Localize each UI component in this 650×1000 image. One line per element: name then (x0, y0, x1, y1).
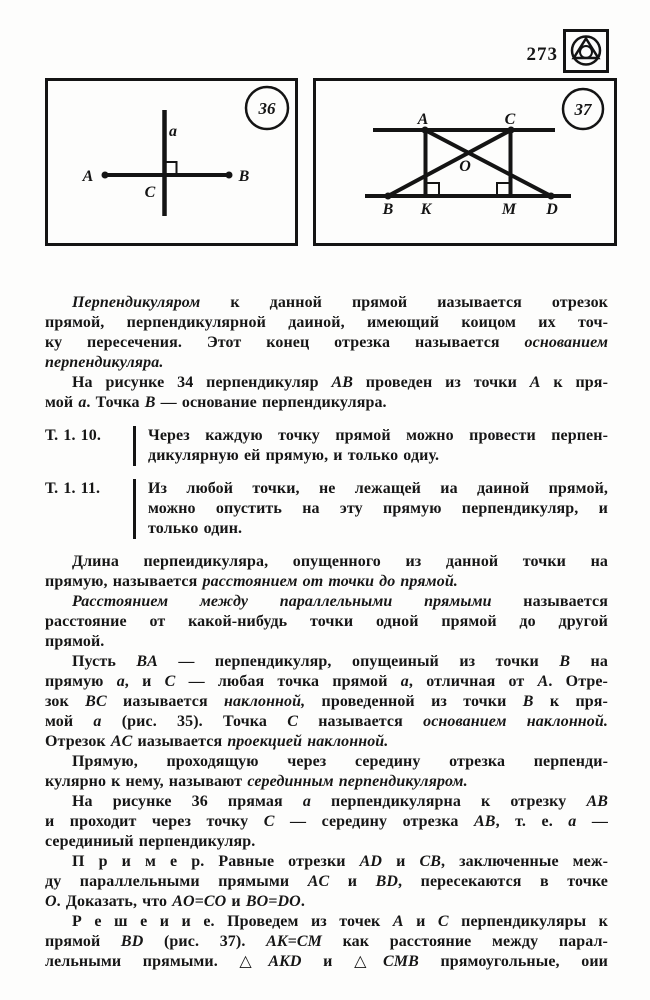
text-run: прямую (45, 673, 117, 690)
text-line (45, 293, 608, 313)
text-line (148, 446, 608, 466)
text-run: Прямую, проходящую через середину отрезка перпенди- (72, 753, 608, 770)
text-line (45, 652, 608, 672)
text-run: как расстояние между парал- (321, 933, 608, 950)
italic-term: C (164, 673, 176, 690)
text-run: и (382, 853, 420, 870)
text-run: , и (124, 673, 165, 690)
text-line (45, 572, 608, 592)
italic-term: AB (331, 374, 353, 391)
text-line (45, 792, 608, 812)
text-run: На рисунке 34 перпендикуляр (72, 374, 332, 391)
text-run: и (403, 913, 438, 930)
italic-term: a (93, 713, 102, 730)
text-line (45, 952, 608, 972)
text-run: Длина перпеидикуляра, опущенного из данной точки на (72, 553, 608, 570)
text-line (45, 373, 608, 393)
text-run: расстояние от какой-нибудь точки одной прямой до другой (45, 613, 608, 630)
italic-term: C (437, 913, 449, 930)
text-run: называется (491, 593, 608, 610)
text-run: иазывается (132, 733, 228, 750)
text-run: на (570, 653, 608, 670)
segment-CB (388, 130, 511, 196)
text-run: Через каждую точку прямой можно провести перпен- (148, 427, 608, 444)
italic-term: A (392, 913, 404, 930)
text-line (45, 393, 608, 413)
italic-term: AKD (268, 953, 302, 970)
point-D-dot (548, 193, 555, 200)
text-run: перпендикулярна к отрезку (310, 793, 587, 810)
text-line (45, 692, 608, 712)
paragraph (45, 552, 608, 592)
label-a: a (169, 123, 177, 140)
text-run: проведенной из точки (305, 693, 523, 710)
text-run: и (329, 873, 376, 890)
label-B: B (238, 168, 250, 185)
italic-term: перпендикуляра. (45, 354, 164, 371)
theorem-number: Т. 1. 10. (45, 427, 101, 444)
text-line (45, 612, 608, 632)
text-run: прямоугольные, оии (418, 953, 608, 970)
label-D: D (546, 201, 558, 218)
text-run: — (576, 813, 608, 830)
text-line (45, 313, 608, 333)
text-run: кулярно к нему, называют (45, 773, 248, 790)
text-run: прямой. (45, 633, 105, 650)
paragraph (45, 373, 608, 413)
italic-term: BD (120, 933, 144, 950)
text-line (45, 752, 608, 772)
theorem-text (148, 426, 608, 466)
italic-term: AO=CO (172, 893, 227, 910)
theorem-block (45, 479, 608, 539)
italic-term: основанием наклонной. (423, 713, 608, 730)
text-run: . Доказать, что (56, 893, 173, 910)
italic-term: AD (359, 853, 383, 870)
text-line (45, 632, 608, 652)
label-O: O (459, 158, 471, 175)
text-run: лельными прямыми. △ (45, 953, 269, 970)
text-run: называется (297, 713, 424, 730)
text-run: ку пересечения. Этот конец отрезка называется (45, 334, 525, 351)
italic-term: a (400, 673, 409, 690)
paragraph (45, 293, 608, 373)
italic-term: Перпендикуляром (72, 294, 201, 311)
italic-term: BC (85, 693, 107, 710)
text-run: перпендикуляры к (448, 913, 609, 930)
emblem-triangle (574, 39, 599, 59)
text-run: — любая точка прямой (175, 673, 401, 690)
emblem-inner-circle (580, 46, 592, 58)
text-run: только один. (148, 520, 243, 537)
text-line (45, 872, 608, 892)
italic-term: B (522, 693, 534, 710)
paragraph (45, 752, 608, 792)
figure-37 (313, 78, 617, 246)
text-run: — перпендикуляр, опущеиный из точки (157, 653, 560, 670)
paragraph (45, 852, 608, 912)
text-line (45, 812, 608, 832)
text-run: зок (45, 693, 86, 710)
text-run: и проходит через точку (45, 813, 264, 830)
italic-term: A (529, 374, 541, 391)
italic-term: BO=DO (245, 893, 301, 910)
text-run: прямую, называется (45, 573, 203, 590)
label-A: A (417, 111, 429, 128)
theorem-block (45, 426, 608, 466)
text-run: к пря- (540, 374, 608, 391)
text-run: . (300, 893, 305, 910)
italic-term: проекцией наклонной. (227, 733, 389, 750)
text-line (148, 519, 608, 539)
italic-term: AB (586, 793, 608, 810)
italic-term: AC (307, 873, 330, 890)
italic-term: O (45, 893, 57, 910)
italic-term: a (116, 673, 125, 690)
text-run: ду параллельными прямыми (45, 873, 308, 890)
italic-term: a (302, 793, 311, 810)
text-run: — основание перпендикуляра. (155, 394, 387, 411)
text-run: прямой (45, 933, 121, 950)
label-M: M (501, 201, 517, 218)
italic-term: B (559, 653, 571, 670)
italic-term: BD (375, 873, 399, 890)
text-run: — середину отрезка (274, 813, 475, 830)
italic-term: расстоянием от точки до прямой. (202, 573, 458, 590)
text-line (45, 832, 608, 852)
italic-term: a (568, 813, 577, 830)
text-line (45, 732, 608, 752)
text-run: (рис. 35). Точка (101, 713, 288, 730)
text-line (45, 592, 608, 612)
text-run: (рис. 37). (143, 933, 267, 950)
page-number: 273 (526, 44, 558, 65)
point-B-dot (385, 193, 392, 200)
text-run: иазывается (106, 693, 225, 710)
chapter-emblem-icon (563, 29, 609, 73)
italic-term: серединным перпендикуляром. (247, 773, 468, 790)
text-run: Р е ш е и и е. Проведем из точек (72, 913, 393, 930)
label-C: C (504, 111, 516, 128)
text-run: и (226, 893, 246, 910)
text-line (148, 426, 608, 446)
theorem-rule (133, 479, 136, 539)
label-C: C (144, 184, 156, 201)
text-run: П р и м е р. Равные отрезки (72, 853, 360, 870)
text-run: к данной прямой иазывается отрезок (200, 294, 608, 311)
text-line (45, 892, 608, 912)
text-run: Из любой точки, не лежащей иа даиной прямой, (148, 480, 608, 497)
point-B-dot (226, 172, 233, 179)
text-line (45, 552, 608, 572)
text-run: мой (45, 394, 79, 411)
figure-36 (45, 78, 298, 246)
text-line (148, 479, 608, 499)
point-A-dot (102, 172, 109, 179)
label-A: A (82, 168, 94, 185)
text-run: дикулярную ей прямую, и только одиу. (148, 447, 440, 464)
italic-term: A (537, 673, 549, 690)
text-line (45, 333, 608, 353)
text-run: На рисунке 36 прямая (72, 793, 303, 810)
label-K: K (420, 201, 432, 218)
text-line (45, 932, 608, 952)
text-run: . Точка (86, 394, 145, 411)
text-run: , заключенные меж- (441, 853, 609, 870)
text-line (45, 772, 608, 792)
paragraph (45, 792, 608, 852)
text-run: можно опустить на эту прямую перпендикуляр, и (148, 500, 608, 517)
italic-term: наклонной, (224, 693, 306, 710)
text-run: к пря- (533, 693, 608, 710)
text-line (45, 353, 608, 373)
figure-number: 36 (258, 99, 276, 118)
text-line (45, 852, 608, 872)
text-run: проведен из точки (353, 374, 530, 391)
text-line (45, 672, 608, 692)
italic-term: CB (419, 853, 442, 870)
italic-term: C (263, 813, 275, 830)
italic-term: основанием (524, 334, 608, 351)
italic-term: CMB (382, 953, 419, 970)
theorem-rule (133, 426, 136, 466)
text-run: серединиый перпендикуляр. (45, 833, 256, 850)
text-line (148, 499, 608, 519)
text-run: , т. е. (495, 813, 569, 830)
paragraph (45, 912, 608, 972)
segment-AD (425, 130, 551, 196)
italic-term: AC (110, 733, 133, 750)
italic-term: a (78, 394, 87, 411)
theorem-number: Т. 1. 11. (45, 480, 101, 497)
text-run: Пусть (72, 653, 137, 670)
figure-number: 37 (574, 100, 592, 119)
text-run: , пересекаются в точке (398, 873, 608, 890)
text-run: и △ (301, 953, 383, 970)
text-run: прямой, перпендикулярной даиной, имеющий коицом их точ- (45, 314, 608, 331)
text-run: мой (45, 713, 94, 730)
text-content (45, 293, 608, 972)
italic-term: AB (474, 813, 496, 830)
text-line (45, 912, 608, 932)
theorem-text (148, 479, 608, 539)
italic-term: Расстоянием между параллельными прямыми (72, 593, 492, 610)
italic-term: BA (136, 653, 158, 670)
italic-term: C (287, 713, 298, 730)
italic-term: B (144, 394, 156, 411)
text-line (45, 712, 608, 732)
text-run: , отличная от (408, 673, 538, 690)
paragraph (45, 652, 608, 752)
label-B: B (382, 201, 394, 218)
text-run: . Отре- (548, 673, 608, 690)
text-run: Отрезок (45, 733, 111, 750)
paragraph (45, 592, 608, 652)
italic-term: AK=CM (266, 933, 322, 950)
